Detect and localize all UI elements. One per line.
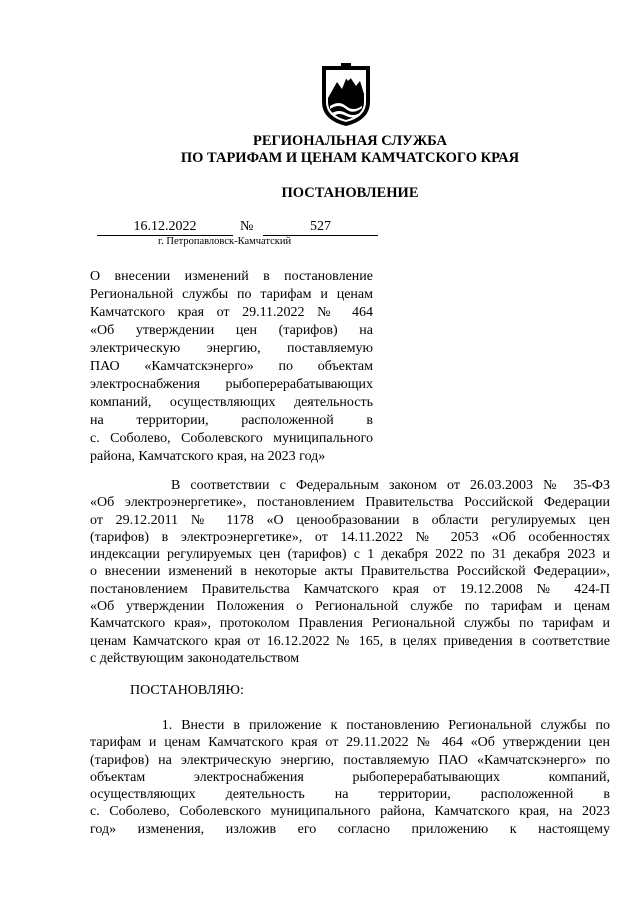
preamble-paragraph — [90, 477, 610, 667]
document-type: ПОСТАНОВЛЕНИЕ — [281, 185, 419, 201]
paragraph-line: год» изменения, изложив его согласно приложению к настоящему — [90, 821, 610, 837]
paragraph-line: «Об утверждении Положения о Региональной службе по тарифам и ценам — [90, 599, 610, 615]
emblem — [319, 62, 373, 128]
subject-line: «Об утверждении цен (тарифов) на — [90, 323, 373, 338]
document-number: 527 — [263, 218, 378, 236]
subject-line: района, Камчатского края, на 2023 год» — [90, 449, 326, 464]
decree-word: ПОСТАНОВЛЯЮ: — [130, 683, 244, 698]
number-sign: № — [240, 219, 254, 234]
paragraph-line: индексации регулируемых цен (тарифов) с 1 декабря 2022 по 31 декабря 2023 и — [90, 547, 610, 563]
paragraph-line: осуществляющих деятельность на территории, расположенной в — [90, 787, 610, 803]
subject-line: с. Соболево, Соболевского муниципального — [90, 431, 373, 446]
org-name-line-2: ПО ТАРИФАМ И ЦЕНАМ КАМЧАТСКОГО КРАЯ — [180, 150, 520, 166]
paragraph-line: о внесении изменений в некоторые акты Правительства Российской Федерации», — [90, 564, 610, 580]
paragraph-line: В соответствии с Федеральным законом от 26.03.2003 № 35-ФЗ — [90, 478, 610, 493]
paragraph-line: постановлением Правительства Камчатского края от 19.12.2008 № 424-П — [90, 581, 610, 597]
paragraph-line: Камчатского края», протоколом Правления Региональной службы по тарифам и — [90, 616, 610, 632]
paragraph-line: с. Соболево, Соболевского муниципального района, Камчатского края, на 2023 — [90, 804, 610, 820]
subject-line: компаний, осуществляющих деятельность — [90, 395, 373, 410]
paragraph-line: от 29.12.2011 № 1178 «О ценообразовании в области регулируемых цен — [90, 512, 610, 528]
paragraph-line: с действующим законодательством — [90, 650, 300, 666]
item-1-paragraph — [90, 717, 610, 838]
paragraph-line: (тарифов) на электрическую энергию, поставляемую ПАО «Камчатскэнерго» по — [90, 752, 610, 768]
subject-line: электрическую энергию, поставляемую — [90, 341, 373, 356]
subject-line: Камчатского края от 29.11.2022 № 464 — [90, 305, 373, 320]
paragraph-line: ценам Камчатского края от 16.12.2022 № 165, в целях приведения в соответствие — [90, 633, 610, 649]
document-place: г. Петропавловск-Камчатский — [158, 236, 292, 247]
paragraph-line: (тарифов) в электроэнергетике», от 14.11.2022 № 2053 «Об особенностях — [90, 529, 610, 545]
paragraph-line: тарифам и ценам Камчатского края от 29.11.2022 № 464 «Об утверждении цен — [90, 735, 610, 751]
paragraph-line: объектам электроснабжения рыбоперерабатывающих компаний, — [90, 769, 610, 785]
subject-line: ПАО «Камчатскэнерго» по объектам — [90, 359, 373, 374]
subject-line: О внесении изменений в постановление — [90, 269, 373, 284]
document-date: 16.12.2022 — [97, 218, 233, 236]
kamchatka-coat-of-arms-icon — [319, 62, 373, 128]
subject-line: электроснабжения рыбоперерабатывающих — [90, 377, 373, 392]
org-name-line-1: РЕГИОНАЛЬНАЯ СЛУЖБА — [252, 133, 448, 149]
subject-line: Региональной службы по тарифам и ценам — [90, 287, 373, 302]
paragraph-line: «Об электроэнергетике», постановлением Правительства Российской Федерации — [90, 495, 610, 511]
document-subject — [90, 268, 373, 466]
subject-line: на территории, расположенной в — [90, 413, 373, 428]
paragraph-line: 1. Внести в приложение к постановлению Региональной службы по — [90, 718, 610, 733]
